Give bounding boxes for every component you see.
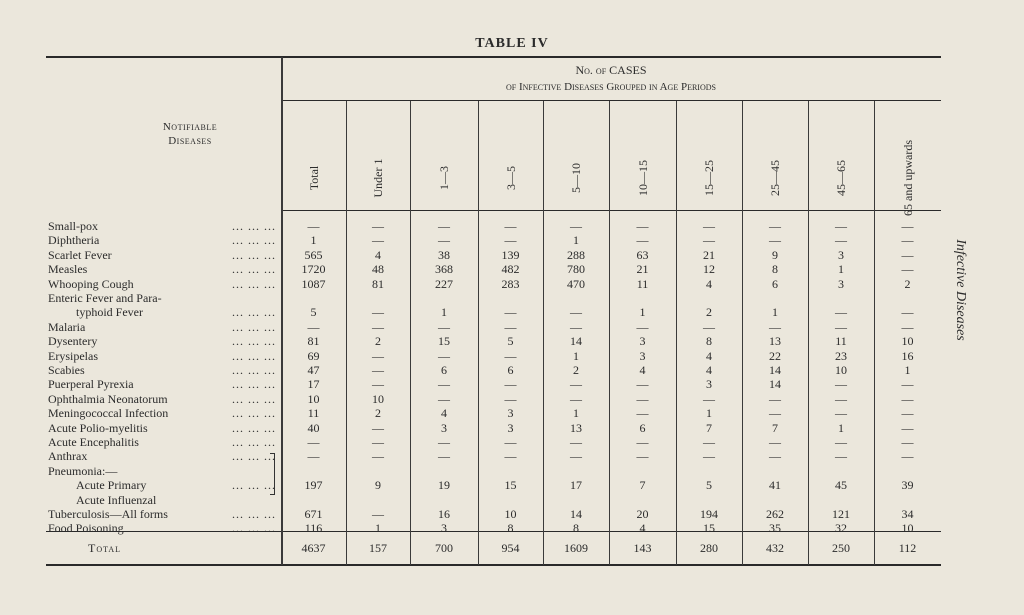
disease-name: Whooping Cough — [48, 276, 134, 291]
table-cell: — — [307, 449, 320, 464]
table-cell: 5 — [507, 334, 514, 349]
table-cell: — — [372, 435, 384, 449]
table-cell: 38 — [438, 247, 450, 262]
table-row — [48, 478, 948, 492]
table-row — [48, 248, 948, 262]
table-cell: 4 — [639, 521, 646, 536]
table-cell: 16 — [438, 507, 450, 521]
table-cell: — — [901, 449, 914, 464]
table-cell: 4 — [706, 276, 712, 291]
table-cell: 2 — [904, 276, 911, 291]
table-cell: 20 — [636, 507, 649, 521]
disease-name: Acute Encephalitis — [48, 435, 139, 449]
table-cell: — — [769, 406, 781, 421]
column-header-label: Under 1 — [371, 158, 385, 198]
table-cell: 48 — [372, 262, 384, 277]
table-cell: 13 — [570, 420, 582, 435]
disease-name: Acute Influenzal — [76, 492, 157, 507]
table-cell: — — [769, 391, 781, 406]
table-cell: 1 — [573, 406, 579, 421]
table-cell: 15 — [703, 521, 715, 536]
table-cell: 6 — [639, 420, 646, 435]
leader-dots: ... ... ... — [232, 262, 276, 277]
leader-dots: ... ... ... — [232, 377, 276, 392]
cases-header — [281, 62, 941, 96]
disease-name: Ophthalmia Neonatorum — [48, 391, 168, 406]
table-cell: — — [636, 391, 649, 406]
table-cell: 262 — [766, 507, 784, 521]
table-cell: — — [703, 449, 715, 464]
table-cell: 14 — [570, 507, 582, 521]
table-row — [48, 521, 948, 535]
table-cell: — — [372, 219, 384, 233]
table-cell: — — [636, 233, 649, 248]
leader-dots: ... ... ... — [232, 305, 276, 320]
cases-rule — [281, 100, 941, 101]
table-cell: 1 — [838, 420, 844, 435]
table-cell: 81 — [307, 334, 320, 349]
disease-name: Scarlet Fever — [48, 247, 112, 262]
table-cell: — — [703, 319, 715, 334]
table-cell: — — [570, 435, 582, 449]
table-cell: 10 — [372, 391, 384, 406]
table-cell: — — [504, 348, 517, 363]
bottom-rule — [46, 564, 941, 566]
table-row — [48, 363, 948, 377]
total-cell: 250 — [832, 541, 850, 555]
table-cell: — — [703, 219, 715, 233]
column-header-label: 5—10 — [569, 163, 583, 193]
table-cell: — — [703, 435, 715, 449]
leader-dots: ... ... ... — [232, 521, 276, 536]
disease-name: Food Poisoning — [48, 521, 124, 536]
table-cell: — — [769, 449, 781, 464]
leader-dots: ... ... ... — [232, 478, 276, 493]
table-row — [48, 507, 948, 521]
disease-name: Acute Primary — [76, 478, 147, 493]
disease-name: Meningococcal Infection — [48, 406, 169, 421]
table-cell: 1 — [772, 305, 778, 320]
table-row — [48, 421, 948, 435]
table-cell: — — [372, 233, 384, 248]
table-cell: 2 — [375, 334, 381, 349]
table-cell: — — [901, 319, 914, 334]
table-cell: 32 — [835, 521, 847, 536]
table-cell: 2 — [573, 363, 579, 377]
column-header-label: 15—25 — [702, 160, 716, 196]
table-cell: 8 — [507, 521, 514, 536]
table-row — [48, 277, 948, 291]
table-cell: — — [504, 377, 517, 392]
table-cell: 5 — [706, 478, 712, 493]
total-cell: 112 — [898, 541, 917, 555]
leader-dots: ... ... ... — [232, 219, 276, 233]
table-row — [48, 219, 948, 233]
table-row — [48, 334, 948, 348]
table-cell: 13 — [769, 334, 781, 349]
table-cell: — — [835, 406, 847, 421]
table-cell: — — [901, 233, 914, 248]
table-cell: 11 — [636, 276, 649, 291]
disease-name: Dysentery — [48, 334, 98, 349]
table-cell: 19 — [438, 478, 450, 493]
table-cell: — — [835, 219, 847, 233]
table-cell: 1 — [904, 363, 911, 377]
table-cell: 17 — [307, 377, 320, 392]
table-cell: 7 — [706, 420, 712, 435]
disease-name: Acute Polio-myelitis — [48, 420, 148, 435]
table-cell: 227 — [435, 276, 453, 291]
table-cell: 40 — [307, 420, 320, 435]
table-cell: 3 — [838, 276, 844, 291]
table-cell: 4 — [639, 363, 646, 377]
total-cell: 157 — [369, 541, 387, 555]
table-cell: — — [372, 420, 384, 435]
table-cell: 3 — [706, 377, 712, 392]
table-cell: 8 — [573, 521, 579, 536]
table-cell: — — [570, 305, 582, 320]
table-cell: — — [504, 319, 517, 334]
table-cell: 47 — [307, 363, 320, 377]
table-cell: 21 — [703, 247, 715, 262]
disease-name: Malaria — [48, 319, 86, 334]
table-cell: 14 — [769, 363, 781, 377]
table-cell: — — [438, 449, 450, 464]
table-cell: — — [769, 319, 781, 334]
total-cell: 432 — [766, 541, 784, 555]
column-header-label: 10—15 — [635, 160, 650, 196]
disease-name: Erysipelas — [48, 348, 98, 363]
leader-dots: ... ... ... — [232, 507, 276, 521]
disease-name: Enteric Fever and Para- — [48, 291, 162, 305]
table-cell: — — [636, 435, 649, 449]
table-cell: 121 — [832, 507, 850, 521]
table-cell: 10 — [504, 507, 517, 521]
table-cell: 1 — [639, 305, 646, 320]
table-cell: 16 — [901, 348, 914, 363]
table-cell: — — [835, 305, 847, 320]
table-cell: 63 — [636, 247, 649, 262]
table-row — [48, 464, 948, 478]
total-cell: 954 — [501, 541, 520, 555]
table-row — [48, 377, 948, 391]
table-row — [48, 262, 948, 276]
table-cell: 12 — [703, 262, 715, 277]
table-cell: 1 — [375, 521, 381, 536]
table-cell: — — [636, 319, 649, 334]
table-cell: — — [835, 449, 847, 464]
table-cell: 1 — [573, 233, 579, 248]
table-cell: — — [372, 319, 384, 334]
table-cell: — — [372, 348, 384, 363]
table-cell: 2 — [375, 406, 381, 421]
table-cell: — — [438, 435, 450, 449]
total-cell: 4637 — [301, 541, 326, 555]
table-cell: — — [835, 377, 847, 392]
table-cell: 81 — [372, 276, 384, 291]
table-cell: — — [901, 377, 914, 392]
total-row — [48, 541, 948, 557]
table-cell: — — [703, 233, 715, 248]
diseases-header-line2: Diseases — [168, 135, 212, 147]
leader-dots: ... ... ... — [232, 276, 276, 291]
table-cell: 482 — [501, 262, 520, 277]
column-header-label: 65 and upwards — [900, 140, 915, 216]
table-cell: 3 — [507, 406, 514, 421]
column-header-label: Total — [306, 165, 321, 191]
table-cell: 11 — [307, 406, 320, 421]
table-cell: 35 — [769, 521, 781, 536]
table-cell: — — [769, 219, 781, 233]
table-cell: — — [307, 319, 320, 334]
table-cell: 39 — [901, 478, 914, 493]
table-cell: 197 — [304, 478, 323, 493]
table-cell: 7 — [639, 478, 646, 493]
leader-dots: ... ... ... — [232, 334, 276, 349]
table-cell: — — [769, 435, 781, 449]
disease-name: Pneumonia:— — [48, 463, 118, 478]
column-header-label: 45—65 — [834, 160, 848, 196]
table-cell: 45 — [835, 478, 847, 493]
table-cell: 4 — [706, 363, 712, 377]
table-row — [48, 233, 948, 247]
table-cell: — — [901, 305, 914, 320]
table-cell: 15 — [438, 334, 450, 349]
table-cell: — — [769, 233, 781, 248]
table-cell: 470 — [567, 276, 585, 291]
table-cell: — — [636, 219, 649, 233]
leader-dots: ... ... ... — [232, 363, 276, 377]
table-cell: — — [901, 435, 914, 449]
leader-dots: ... ... ... — [232, 391, 276, 406]
table-cell: — — [372, 377, 384, 392]
table-cell: 1 — [838, 262, 844, 277]
table-cell: — — [372, 363, 384, 377]
table-cell: 17 — [570, 478, 582, 493]
table-row — [48, 449, 948, 463]
column-header-label: 25—45 — [768, 160, 782, 196]
table-cell: 3 — [507, 420, 514, 435]
table-cell: — — [703, 391, 715, 406]
table-cell: 9 — [772, 247, 778, 262]
table-cell: 8 — [706, 334, 712, 349]
total-cell: 143 — [633, 541, 652, 555]
disease-name: Measles — [48, 262, 88, 277]
table-cell: — — [438, 219, 450, 233]
table-row — [48, 320, 948, 334]
table-cell: — — [504, 391, 517, 406]
table-row — [48, 435, 948, 449]
table-row — [48, 406, 948, 420]
total-cell: 1609 — [564, 541, 588, 555]
side-label: Infective Diseases — [953, 239, 968, 341]
table-cell: — — [438, 391, 450, 406]
disease-name: Anthrax — [48, 449, 88, 464]
leader-dots: ... ... ... — [232, 233, 276, 248]
table-cell: 10 — [307, 391, 320, 406]
table-cell: 3 — [639, 334, 646, 349]
table-cell: — — [901, 406, 914, 421]
table-cell: — — [307, 435, 320, 449]
table-cell: — — [438, 319, 450, 334]
table-cell: 368 — [435, 262, 453, 277]
pneumonia-brace — [270, 453, 275, 495]
leader-dots: ... ... ... — [232, 435, 276, 449]
table-cell: 1 — [573, 348, 579, 363]
table-cell: 780 — [567, 262, 585, 277]
total-cell: 280 — [700, 541, 718, 555]
table-cell: 34 — [901, 507, 914, 521]
table-cell: 288 — [567, 247, 585, 262]
table-cell: — — [504, 435, 517, 449]
table-cell: 139 — [501, 247, 520, 262]
table-cell: 1 — [310, 233, 317, 248]
column-header-label: 3—5 — [503, 166, 518, 190]
leader-dots: ... ... ... — [232, 406, 276, 421]
table-cell: — — [901, 219, 914, 233]
total-label: Total — [88, 541, 122, 555]
table-cell: — — [438, 233, 450, 248]
table-cell: 1 — [706, 406, 712, 421]
table-cell: 21 — [636, 262, 649, 277]
table-cell: 14 — [570, 334, 582, 349]
table-row — [48, 291, 948, 305]
table-row — [48, 305, 948, 319]
table-cell: — — [835, 319, 847, 334]
table-cell: 10 — [901, 521, 914, 536]
leader-dots: ... ... ... — [232, 348, 276, 363]
table-cell: 8 — [772, 262, 778, 277]
table-cell: — — [570, 391, 582, 406]
table-cell: 1720 — [301, 262, 326, 277]
cases-header-line1: No. of CASES — [575, 63, 647, 77]
table-cell: — — [372, 507, 384, 521]
table-cell: 2 — [706, 305, 712, 320]
table-cell: 671 — [304, 507, 323, 521]
table-cell: — — [570, 449, 582, 464]
table-cell: — — [901, 420, 914, 435]
table-cell: — — [504, 305, 517, 320]
table-cell: — — [372, 305, 384, 320]
table-cell: 565 — [304, 247, 323, 262]
table-cell: 3 — [441, 420, 447, 435]
table-cell: — — [504, 449, 517, 464]
table-cell: 1 — [441, 305, 447, 320]
table-cell: — — [307, 219, 320, 233]
table-cell: 11 — [835, 334, 847, 349]
table-cell: — — [570, 377, 582, 392]
table-row — [48, 349, 948, 363]
table-cell: 9 — [375, 478, 381, 493]
table-cell: — — [438, 377, 450, 392]
table-cell: 10 — [835, 363, 847, 377]
table-cell: 4 — [375, 247, 381, 262]
leader-dots: ... ... ... — [232, 247, 276, 262]
table-cell: 4 — [706, 348, 712, 363]
table-cell: 5 — [310, 305, 317, 320]
column-header-label: 1—3 — [437, 166, 451, 190]
table-cell: 6 — [441, 363, 447, 377]
diseases-column-header — [140, 120, 240, 148]
table-cell: — — [835, 435, 847, 449]
table-cell: — — [636, 406, 649, 421]
table-cell: — — [901, 391, 914, 406]
table-cell: 10 — [901, 334, 914, 349]
table-row — [48, 493, 948, 507]
table-cell: 23 — [835, 348, 847, 363]
table-cell: 1087 — [301, 276, 326, 291]
table-cell: — — [570, 219, 582, 233]
disease-name: Diphtheria — [48, 233, 100, 248]
table-cell: 14 — [769, 377, 781, 392]
table-cell: — — [504, 233, 517, 248]
table-cell: 41 — [769, 478, 781, 493]
table-cell: 3 — [838, 247, 844, 262]
leader-dots: ... ... ... — [232, 420, 276, 435]
table-cell: — — [636, 377, 649, 392]
table-cell: — — [901, 262, 914, 277]
table-cell: 15 — [504, 478, 517, 493]
table-title: TABLE IV — [475, 36, 549, 51]
table-cell: 6 — [772, 276, 778, 291]
table-cell: — — [570, 319, 582, 334]
table-cell: — — [636, 449, 649, 464]
disease-name: Puerperal Pyrexia — [48, 377, 134, 392]
diseases-header-line1: Notifiable — [162, 121, 218, 133]
table-cell: 4 — [441, 406, 447, 421]
top-rule — [46, 56, 941, 58]
table-cell: — — [438, 348, 450, 363]
table-cell: 22 — [769, 348, 781, 363]
disease-name: typhoid Fever — [76, 305, 143, 320]
table-cell: — — [835, 233, 847, 248]
leader-dots: ... ... ... — [232, 449, 276, 464]
table-cell: 116 — [304, 521, 323, 536]
table-cell: 69 — [307, 348, 320, 363]
table-cell: 6 — [507, 363, 514, 377]
disease-name: Tuberculosis—All forms — [48, 507, 168, 521]
table-cell: — — [901, 247, 914, 262]
table-cell: 3 — [639, 348, 646, 363]
table-cell: — — [372, 449, 384, 464]
table-cell: — — [835, 391, 847, 406]
disease-name: Scabies — [48, 363, 85, 377]
total-cell: 700 — [435, 541, 453, 555]
table-cell: 3 — [441, 521, 447, 536]
table-cell: 194 — [700, 507, 718, 521]
table-row — [48, 392, 948, 406]
table-cell: 7 — [772, 420, 778, 435]
table-cell: — — [504, 219, 517, 233]
disease-name: Small-pox — [48, 219, 98, 233]
leader-dots: ... ... ... — [232, 319, 276, 334]
cases-header-line2: of Infective Diseases Grouped in Age Periods — [506, 81, 716, 93]
table-cell: 283 — [501, 276, 520, 291]
